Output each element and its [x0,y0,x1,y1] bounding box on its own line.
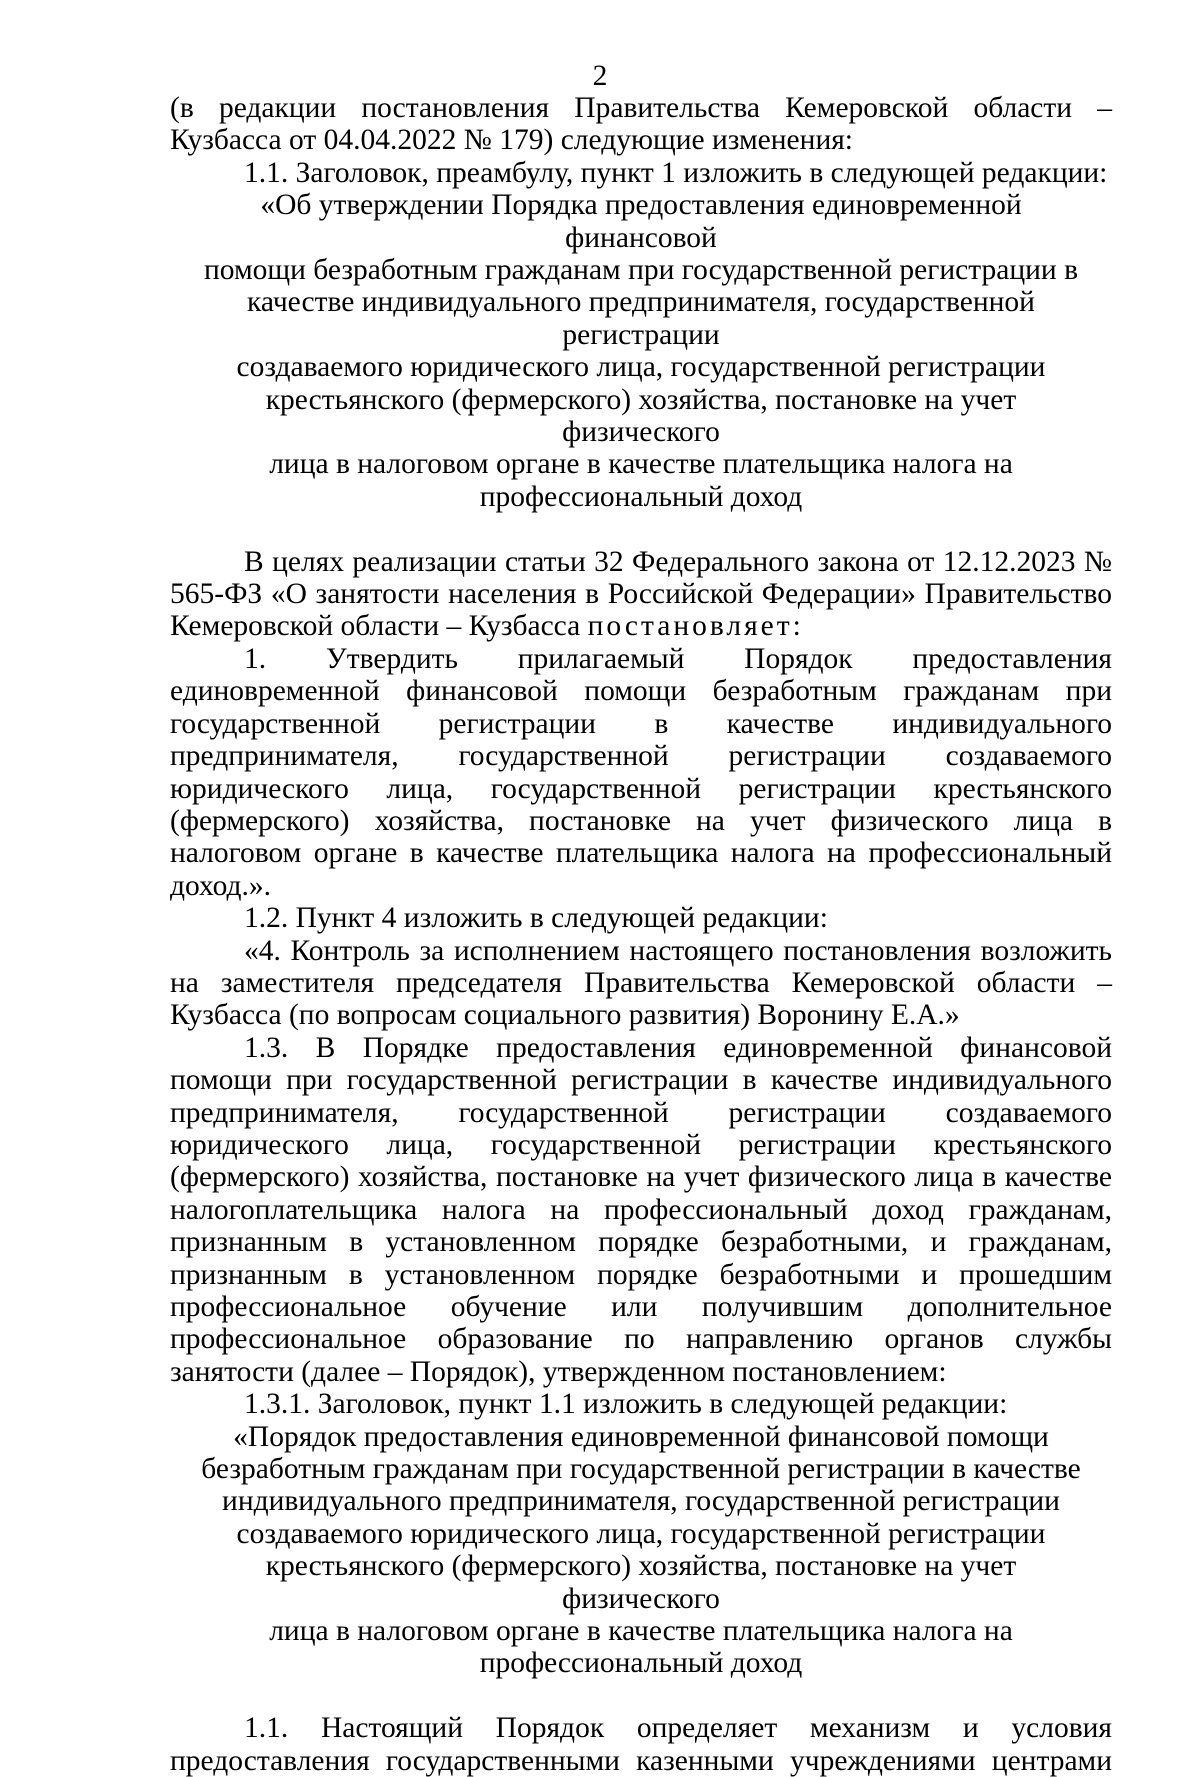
title-2-line: создаваемого юридического лица, государственной регистрации [236,1517,1046,1550]
preamble-paragraph [170,546,1112,643]
spacer [170,1680,1112,1712]
title-1-line: помощи безработным гражданам при государственной регистрации в [203,254,1078,287]
title-block-2 [199,1421,1083,1680]
document-body [170,92,1112,1777]
point-1-1: 1.1. Настоящий Порядок определяет механизм и условия предоставления государственными казенными учреждениями центрами [170,1712,1112,1777]
title-2-line: «Порядок предоставления единовременной финансовой помощи [233,1420,1049,1453]
item-1-3: 1.3. В Порядке предоставления единовременной финансовой помощи при государственной регистрации в качестве индивидуального предпринимателя, государственной регистрации создаваемого юридического лица, государственной регистрации крестьянского (фермерского) хозяйства, постановке на учет физического лица в качестве налогоплательщика налога на профессиональный доход гражданам, признанным в установленном порядке безработными, и гражданам, признанным в установленном порядке безработными и прошедшим профессиональное обучение или получившим дополнительное профессиональное образование по направлению органов службы занятости (далее – Порядок), утвержденном постановлением: [170,1031,1112,1388]
point-1: 1. Утвердить прилагаемый Порядок предоставления единовременной финансовой помощи безработным гражданам при государственной регистрации в качестве индивидуального предпринимателя, государственной регистрации создаваемого юридического лица, государственной регистрации крестьянского (фермерского) хозяйства, постановке на учет физического лица в налоговом органе в качестве плательщика налога на профессиональный доход.». [170,642,1112,902]
spacer [170,513,1112,545]
title-1-line: профессиональный доход [479,480,803,513]
title-1-line: качестве индивидуального предпринимателя, государственной регистрации [247,286,1035,351]
item-1-1: 1.1. Заголовок, преамбулу, пункт 1 изложить в следующей редакции: [244,156,1108,189]
title-2-line: крестьянского (фермерского) хозяйства, постановке на учет физического [265,1550,1017,1615]
title-1-line: крестьянского (фермерского) хозяйства, постановке на учет физического [265,383,1017,449]
title-1-line: лица в налоговом органе в качестве плательщика налога на [269,448,1013,481]
preamble-emphasis: постановляет: [587,610,804,643]
point-4: «4. Контроль за исполнением настоящего постановления возложить на заместителя председателя Правительства Кемеровской области – Кузбасса (по вопросам социального развития) Воронину Е.А.» [170,934,1112,1032]
preamble-text: В целях реализации статьи 32 Федерального закона от 12.12.2023 № 565-ФЗ «О занятости населения в Российской Федерации» Правительство Кемеровской области – Кузбасса [170,545,1112,643]
title-2-line: профессиональный доход [479,1647,803,1680]
title-block-1 [199,189,1083,513]
title-2-line: индивидуального предпринимателя, государственной регистрации [222,1485,1060,1518]
page-number: 2 [592,60,608,92]
title-2-line: безработным гражданам при государственной регистрации в качестве [201,1453,1081,1486]
item-1-3-1: 1.3.1. Заголовок, пункт 1.1 изложить в следующей редакции: [244,1388,1008,1421]
item-1-2: 1.2. Пункт 4 изложить в следующей редакции: [244,902,828,935]
title-1-line: создаваемого юридического лица, государственной регистрации [236,351,1046,384]
title-1-line: «Об утверждении Порядка предоставления единовременной финансовой [260,189,1022,254]
title-2-line: лица в налоговом органе в качестве плательщика налога на [269,1615,1013,1648]
intro-paragraph: (в редакции постановления Правительства Кемеровской области – Кузбасса от 04.04.2022 № 179) следующие изменения: [170,92,1112,157]
